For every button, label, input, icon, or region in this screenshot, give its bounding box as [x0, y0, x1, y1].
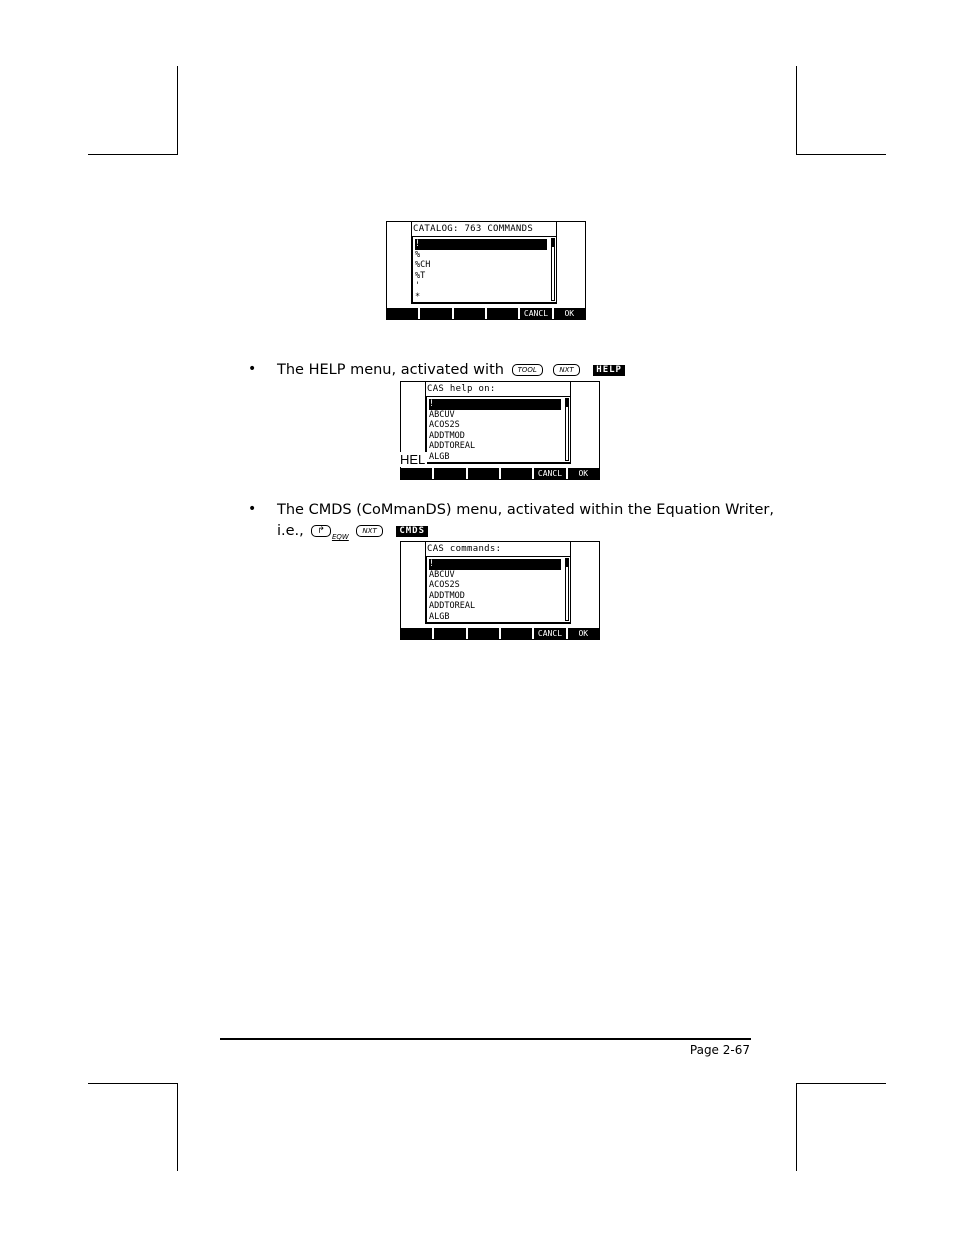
page-number: Page 2-67: [689, 1043, 750, 1057]
softkey[interactable]: [401, 628, 432, 639]
softkey-bar: [401, 628, 599, 639]
nxt-key-icon: NXT: [553, 364, 579, 376]
list-item[interactable]: ADDTOREAL: [429, 601, 476, 612]
scrollbar[interactable]: [551, 238, 555, 301]
right-shift-key-icon: ↱: [311, 525, 331, 537]
list-item[interactable]: !: [429, 559, 561, 570]
list-item[interactable]: ADDTMOD: [429, 590, 465, 601]
crop-mark: [796, 66, 797, 154]
list-item[interactable]: ACOS2S: [429, 420, 460, 431]
list-item[interactable]: ALGB: [429, 611, 450, 622]
softkey[interactable]: [432, 628, 465, 639]
screen-title: CATALOG: 763 COMMANDS: [413, 224, 534, 234]
cmds-softkey-label: CMDS: [396, 526, 428, 537]
softkey[interactable]: [432, 468, 465, 479]
ok-softkey[interactable]: OK: [566, 468, 599, 479]
cancel-softkey[interactable]: CANCL: [532, 468, 565, 479]
crop-mark: [796, 1083, 797, 1171]
eqw-label: EQW: [331, 533, 349, 541]
crop-mark: [796, 154, 886, 155]
bullet-text: The HELP menu, activated with: [277, 362, 504, 378]
screen-title: CAS commands:: [427, 544, 502, 554]
list-item[interactable]: %T: [415, 270, 426, 281]
scrollbar[interactable]: [565, 558, 569, 621]
footer-rule: [220, 1038, 751, 1040]
list-item[interactable]: ALGB: [429, 451, 450, 462]
list-item[interactable]: %CH: [415, 260, 431, 271]
cancel-softkey[interactable]: CANCL: [532, 628, 565, 639]
help-menu-description: [277, 360, 625, 381]
list-item[interactable]: ADDTOREAL: [429, 441, 476, 452]
softkey[interactable]: [466, 468, 499, 479]
crop-mark: [88, 1083, 178, 1084]
catalog-screen: [386, 221, 586, 320]
bullet-icon: •: [248, 361, 257, 377]
bullet-icon: •: [248, 501, 257, 517]
softkey[interactable]: [418, 308, 451, 319]
crop-mark: [88, 154, 178, 155]
list-item[interactable]: ABCUV: [429, 409, 455, 420]
softkey[interactable]: [485, 308, 518, 319]
scrollbar[interactable]: [565, 398, 569, 461]
bullet-text: The CMDS (CoMmanDS) menu, activated within the Equation Writer,: [277, 502, 774, 518]
cas-help-screen: [400, 381, 600, 480]
softkey[interactable]: [401, 468, 432, 479]
softkey[interactable]: [499, 468, 532, 479]
command-list: [415, 239, 547, 303]
help-softkey-label: HELP: [593, 365, 625, 376]
softkey-bar: [387, 308, 585, 319]
cas-commands-screen: [400, 541, 600, 640]
crop-mark: [177, 66, 178, 154]
nxt-key-icon: NXT: [356, 525, 382, 537]
list-item[interactable]: !: [429, 399, 561, 410]
ok-softkey[interactable]: OK: [552, 308, 585, 319]
list-item[interactable]: ABCUV: [429, 569, 455, 580]
tool-key-icon: TOOL: [512, 364, 543, 376]
list-item[interactable]: ADDTMOD: [429, 430, 465, 441]
softkey-bar: [401, 468, 599, 479]
ok-softkey[interactable]: OK: [566, 628, 599, 639]
list-item[interactable]: *: [415, 291, 421, 302]
command-list: [429, 399, 561, 463]
list-item[interactable]: ACOS2S: [429, 580, 460, 591]
list-item[interactable]: %: [415, 249, 421, 260]
list-item[interactable]: ': [415, 281, 421, 292]
command-list: [429, 559, 561, 623]
crop-mark: [796, 1083, 886, 1084]
cancel-softkey[interactable]: CANCL: [518, 308, 551, 319]
screen-title: CAS help on:: [427, 384, 496, 394]
bullet-text: i.e.,: [277, 523, 304, 539]
stray-text: HEL: [400, 452, 426, 467]
list-item[interactable]: !: [415, 239, 547, 250]
softkey[interactable]: [452, 308, 485, 319]
softkey[interactable]: [466, 628, 499, 639]
crop-mark: [177, 1083, 178, 1171]
softkey[interactable]: [387, 308, 418, 319]
softkey[interactable]: [499, 628, 532, 639]
